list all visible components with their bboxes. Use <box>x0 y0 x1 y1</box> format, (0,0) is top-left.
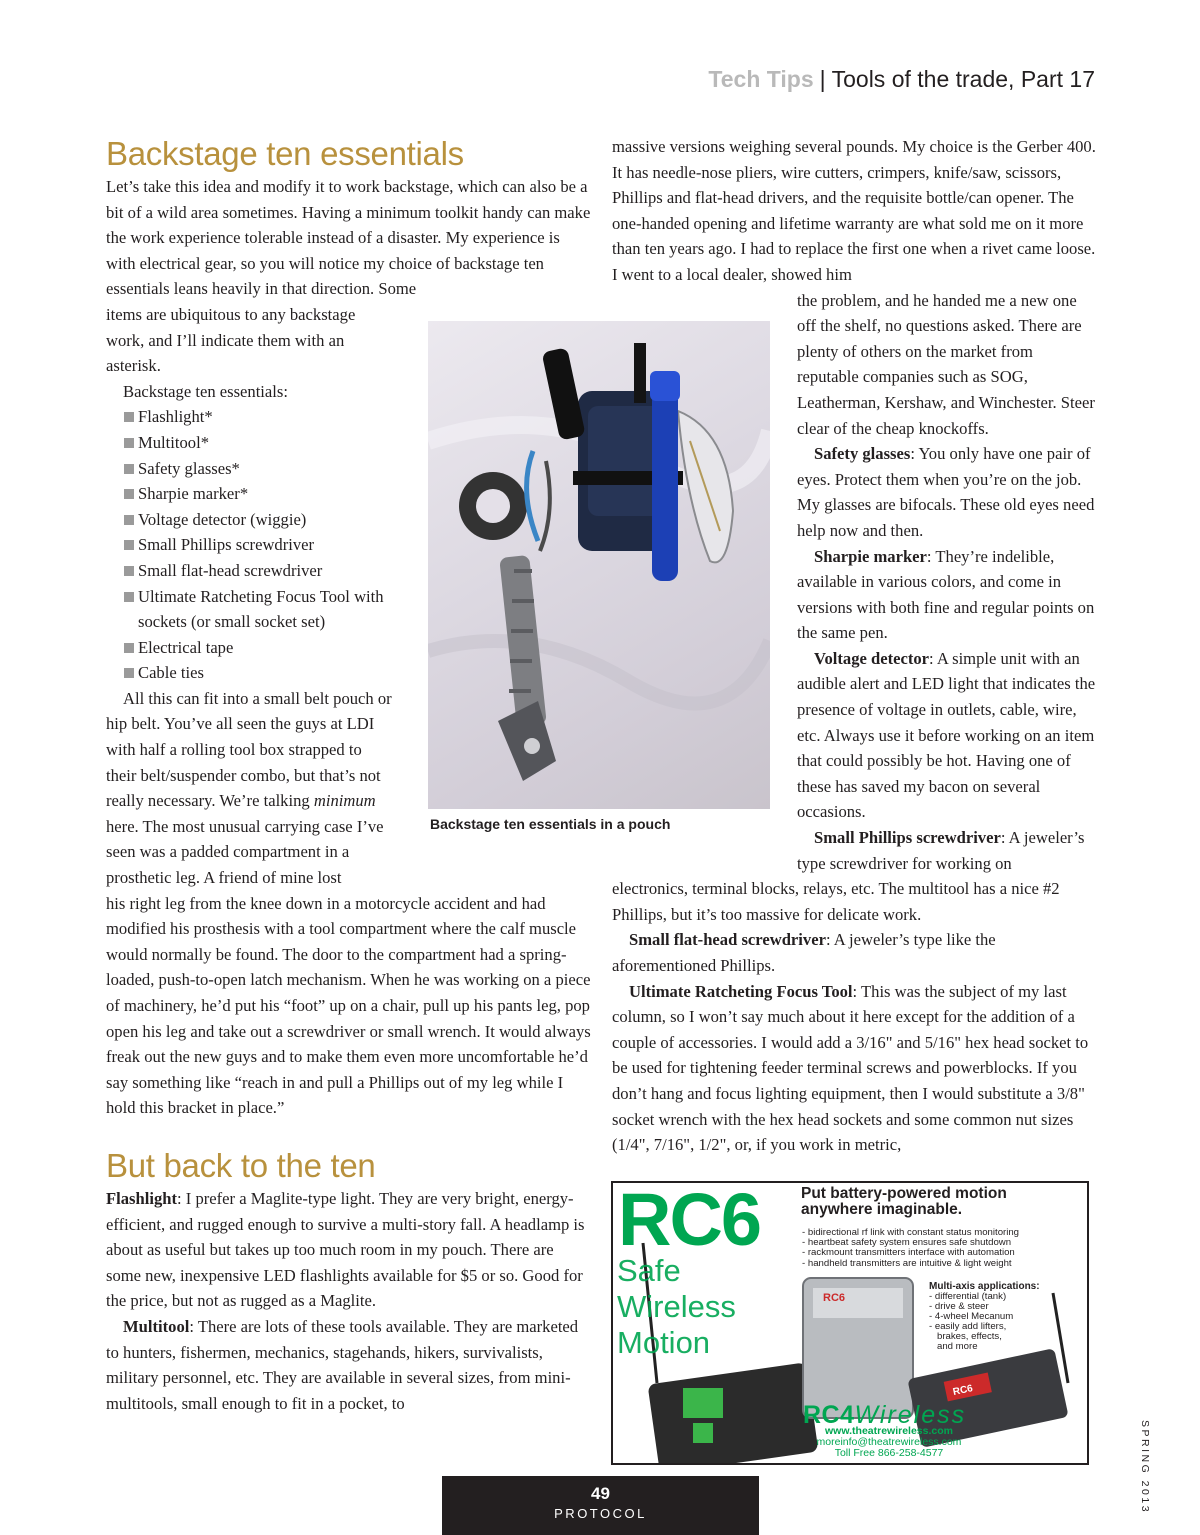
bullet-square-icon <box>124 438 134 448</box>
list-item: Small flat-head screwdriver <box>124 558 396 584</box>
ad-website-link[interactable]: www.theatrewireless.com <box>825 1425 953 1437</box>
bullet-square-icon <box>124 464 134 474</box>
bullet-square-icon <box>124 515 134 525</box>
list-item: brakes, effects, <box>937 1331 1002 1342</box>
multitool-paragraph: Multitool: There are lots of these tools available. They are marketed to hunters, fishermen, mechanics, stagehands, hikers, survivalists, military personnel, etc. They are available in several sizes, from mini-multitools, small enough to fit in a pocket, to <box>106 1316 579 1413</box>
right-column <box>612 134 1096 1158</box>
bullet-square-icon <box>124 566 134 576</box>
heading-backstage-essentials: Backstage ten essentials <box>106 135 464 172</box>
photo-caption: Backstage ten essentials in a pouch <box>430 816 671 832</box>
svg-text:RC6: RC6 <box>823 1292 846 1304</box>
list-item: - 4-wheel Mecanum <box>929 1311 1014 1322</box>
prosthetic-paragraph: his right leg from the knee down in a motorcycle accident and had modified his prosthesis with a tool compartment where the calf muscle would normally be found. The door to the compartment had a spring-loaded, push-to-open latch mechanism. When he was working on a piece of machinery, he’d put his “foot” up on a chair, pull up his pants leg, pop open his leg and take out a screwdriver or small wrench. It would always freak out the new guys and to make them even more uncomfortable he’d say something like “reach in and pull a Phillips out of my leg while I hold this bracket in place.” <box>106 893 591 1118</box>
heading-back-to-ten: But back to the ten <box>106 1146 376 1184</box>
list-item: - heartbeat safety system ensures safe shutdown <box>802 1237 1012 1249</box>
bullet-square-icon <box>124 592 134 602</box>
bullet-square-icon <box>124 540 134 550</box>
list-item: Cable ties <box>124 660 396 686</box>
right-narrow-block <box>797 288 1096 877</box>
ad-email-link[interactable]: moreinfo@theatrewireless.com <box>816 1436 962 1448</box>
flashlight-paragraph: Flashlight: I prefer a Maglite-type light. They are very bright, energy-efficient, and rugged enough to survive a multi-story fall. A headlamp is about as useful but takes up too much room in my pouch. There are some new, inexpensive LED flashlights available for $5 or so. Good for the price, but not as rugged as a Maglite. <box>106 1188 585 1311</box>
bullet-square-icon <box>124 668 134 678</box>
page-footer <box>442 1476 759 1535</box>
ad-headline: Put battery-powered motion anywhere imaginable. <box>801 1185 1007 1218</box>
header-separator: | <box>819 66 826 92</box>
list-item: - easily add lifters, <box>929 1321 1007 1332</box>
bullet-square-icon <box>124 412 134 422</box>
sharpie-paragraph: Sharpie marker: They’re indelible, available in various colors, and come in versions with both fine and regular points on the same pen. <box>797 546 1095 643</box>
running-header <box>708 66 1095 93</box>
list-item: Electrical tape <box>124 635 396 661</box>
article-series-title: Tools of the trade, Part 17 <box>831 66 1095 92</box>
list-item: - drive & steer <box>929 1301 989 1312</box>
phillips-paragraph-continued: electronics, terminal blocks, relays, etc. The multitool has a nice #2 Phillips, but it’s too massive for delicate work. <box>612 879 1060 924</box>
ad-applications-title: Multi-axis applications: <box>929 1281 1040 1292</box>
ad-phone: Toll Free 866-258-4577 <box>834 1447 944 1459</box>
voltage-paragraph: Voltage detector: A simple unit with an audible alert and LED light that indicates the presence of voltage in outlets, cable, wire, etc. Always use it before working on an item that could possibly be hot. Having one of these has saved my bacon on several occasions. <box>797 648 1096 822</box>
focus-tool-paragraph: Ultimate Ratcheting Focus Tool: This was the subject of my last column, so I won’t say much about it here except for the addition of a couple of accessories. I would add a 3/16" and 5/16" hex head socket to be used for tightening feeder terminal screws and powerblocks. If you don’t hang and focus lighting equipment, then I would substitute a 3/8" socket wrench with the hex head sockets and some common nut sizes (1/4", 7/16", 1/2", or, if you work in metric, <box>612 981 1089 1155</box>
svg-text:RC6: RC6 <box>951 1383 974 1399</box>
section-label: Tech Tips <box>708 66 814 92</box>
safety-glasses-paragraph: Safety glasses: You only have one pair of eyes. Protect them when you’re on the job. My glasses are bifocals. These old eyes need help now and then. <box>797 444 1095 540</box>
page-number: 49 <box>591 1484 610 1503</box>
list-item: - handheld transmitters are intuitive & light weight <box>802 1257 1012 1269</box>
essentials-list <box>106 404 396 686</box>
ad-brand-logo: RC4Wireless <box>803 1401 967 1429</box>
bullet-square-icon <box>124 489 134 499</box>
list-item: Flashlight* <box>124 404 396 430</box>
list-item: - rackmount transmitters interface with automation <box>802 1247 1015 1259</box>
list-item: Small Phillips screwdriver <box>124 532 396 558</box>
multitool-continued: massive versions weighing several pounds. My choice is the Gerber 400. It has needle-nose pliers, wire cutters, crimpers, knife/saw, scissors, Phillips and flat-head drivers, and the requisite bottle/can opener. The one-handed opening and lifetime warranty are what sold me on it more than ten years ago. I had to replace the first one when a rivet came loose. I went to a local dealer, showed him <box>612 137 1096 284</box>
ad-contact-info <box>789 1426 989 1459</box>
list-item: - bidirectional rf link with constant status monitoring <box>802 1227 1020 1238</box>
list-item: Voltage detector (wiggie) <box>124 507 396 533</box>
list-item: Safety glasses* <box>124 456 396 482</box>
magazine-name: PROTOCOL <box>554 1506 647 1521</box>
intro-paragraph-continued: items are ubiquitous to any backstage work, and I’ll indicate them with an asterisk. <box>106 304 356 376</box>
ad-applications-list <box>929 1292 1013 1352</box>
list-item: Sharpie marker* <box>124 481 396 507</box>
pouch-paragraph: All this can fit into a small belt pouch or hip belt. You’ve all seen the guys at LDI with half a rolling tool box strapped to their belt/suspender combo, but that’s not really necessary. We’re talking minimum here. The most unusual carrying case I’ve seen was a padded compartment in a prosthetic leg. A friend of mine lost <box>106 688 392 888</box>
list-item: Multitool* <box>124 430 396 456</box>
bullet-square-icon <box>124 643 134 653</box>
issue-label: SPRING 2013 <box>1139 1420 1151 1515</box>
ad-feature-list <box>802 1228 1019 1269</box>
multitool-narrow: the problem, and he handed me a new one off the shelf, no questions asked. There are plenty of others on the market from reputable companies such as SOG, Leatherman, Kershaw, and Winchester. Steer clear of the cheap knockoffs. <box>797 290 1095 438</box>
list-item: - differential (tank) <box>929 1291 1007 1302</box>
intro-paragraph: Let’s take this idea and modify it to work backstage, which can also be a bit of a wild area sometimes. Having a minimum toolkit handy can make the work experience tolerable instead of a disaster. My experience is with electrical gear, so you will notice my choice of backstage ten essentials leans heavily in that direction. Some <box>106 177 591 299</box>
rc4-wireless-advertisement[interactable] <box>611 1181 1089 1465</box>
phillips-paragraph: Small Phillips screwdriver: A jeweler’s type screwdriver for working on <box>797 828 1085 873</box>
list-item: and more <box>937 1341 978 1352</box>
ad-product-name: RC6 <box>618 1181 761 1261</box>
flathead-paragraph: Small flat-head screwdriver: A jeweler’s type like the aforementioned Phillips. <box>612 930 996 975</box>
ad-slogan: Safe Wireless Motion <box>617 1253 736 1360</box>
list-intro: Backstage ten essentials: <box>123 381 288 401</box>
list-item: Ultimate Ratcheting Focus Tool with sockets (or small socket set) <box>124 584 396 635</box>
